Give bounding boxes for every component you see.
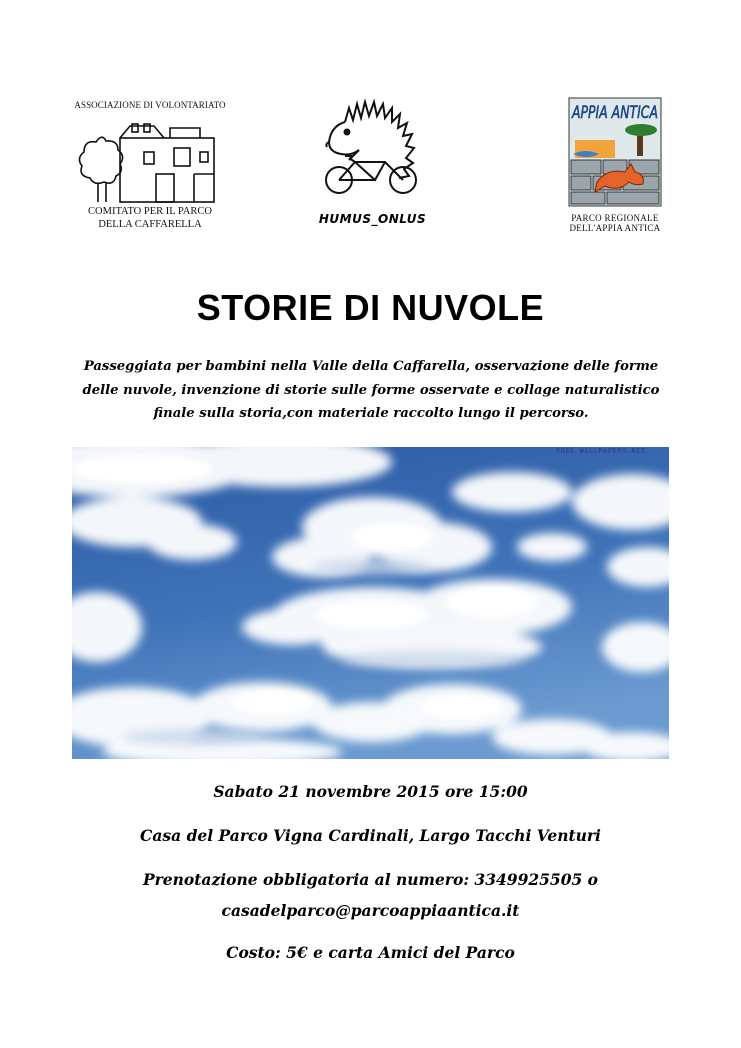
- appia-logo-text: APPIA ANTICA: [571, 103, 658, 123]
- event-booking: Prenotazione obbligatoria al numero: 3349925505 o: [142, 870, 599, 889]
- event-email-link[interactable]: casadelparco@parcoappiaantica.it: [221, 901, 520, 920]
- house-tree-drawing-icon: [74, 112, 226, 204]
- event-date: Sabato 21 novembre 2015 ore 15:00: [213, 782, 528, 801]
- logo-caffarella-line1: COMITATO PER IL PARCO: [88, 206, 212, 217]
- logo-caffarella-line2: DELLA CAFFARELLA: [98, 219, 202, 230]
- cloudy-sky-photo: [72, 447, 669, 759]
- photo-watermark: FREE WALLPAPERS.NET: [556, 447, 646, 455]
- event-cost: Costo: 5€ e carta Amici del Parco: [226, 943, 515, 962]
- sky-clouds-image: [72, 447, 669, 759]
- event-description: Passeggiata per bambini nella Valle della Caffarella, osservazione delle forme delle nuvole, invenzione di storie sulle forme osservate e collage naturalistico finale sulla storia,con materiale raccolto lungo il percorso.: [82, 359, 660, 421]
- hedgehog-bicycle-icon: [315, 92, 430, 198]
- logo-appia-line2: DELL'APPIA ANTICA: [569, 223, 661, 233]
- logo-caffarella: [70, 100, 230, 235]
- logo-caffarella-top-text: ASSOCIAZIONE DI VOLONTARIATO: [74, 100, 226, 110]
- logo-humus: [310, 90, 435, 235]
- logo-humus-text: HUMUS_ONLUS: [318, 212, 427, 226]
- page-title: STORIE DI NUVOLE: [196, 287, 545, 328]
- logo-appia: [555, 92, 675, 237]
- event-place: Casa del Parco Vigna Cardinali, Largo Tacchi Venturi: [140, 826, 601, 845]
- logo-appia-line1: PARCO REGIONALE: [571, 213, 659, 223]
- appia-antica-fox-icon: [567, 96, 663, 208]
